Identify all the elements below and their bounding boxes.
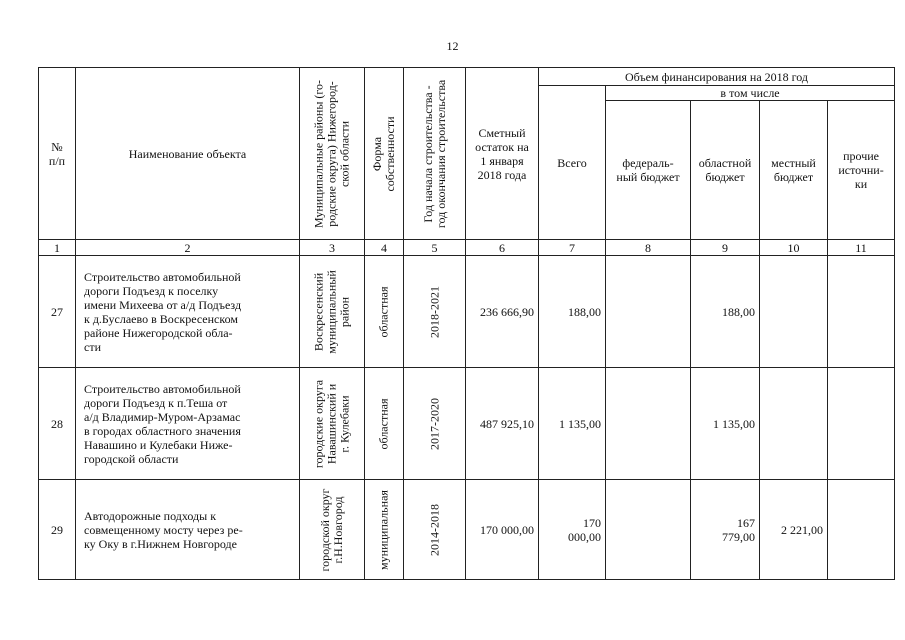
text-line: Форма: [370, 136, 384, 171]
regional-budget: [691, 480, 760, 580]
col-number: 2: [76, 240, 300, 256]
ownership-form: областная: [365, 256, 404, 368]
text-line: к д.Буслаево в Воскресенском: [84, 311, 238, 326]
text-line: ской области: [337, 120, 352, 187]
text-line: 000,00: [568, 529, 601, 544]
text-line: Автодорожные подходы к: [84, 508, 217, 523]
text-line: г. Кулебаки: [337, 394, 352, 453]
text-line: городские округа: [311, 379, 326, 468]
text-line: сти: [84, 339, 101, 354]
col-number: 9: [691, 240, 760, 256]
text-line: остаток на: [475, 139, 529, 154]
text-line: бюджет: [705, 170, 745, 184]
text-line: 1 135,00: [713, 416, 755, 431]
col-number: 1: [39, 240, 76, 256]
text-line: прочие: [843, 149, 879, 163]
text-line: №: [51, 139, 63, 154]
ownership-form: областная: [365, 368, 404, 480]
text-line: 1 135,00: [559, 416, 601, 431]
text-line: а/д Владимир-Муром-Арзамас: [84, 409, 241, 424]
text-line: имени Михеева от а/д Подъезд: [84, 297, 242, 312]
text-line: ный бюджет: [616, 170, 680, 184]
total-funding: [539, 256, 606, 368]
header-federal: [606, 101, 691, 240]
table-row: [39, 368, 895, 480]
text-line: дороги Подъезд к п.Теша от: [84, 395, 228, 410]
text-line: совмещенному мосту через ре-: [84, 522, 243, 537]
header-ownership: [365, 68, 404, 240]
text-line: 188,00: [722, 304, 755, 319]
text-line: муниципальный: [324, 269, 339, 354]
col-number: 10: [760, 240, 828, 256]
text-line: бюджет: [773, 170, 814, 184]
col-number: 6: [466, 240, 539, 256]
col-number: 7: [539, 240, 606, 256]
regional-budget: [691, 256, 760, 368]
district: [300, 480, 365, 580]
text-line: источни-: [838, 163, 884, 177]
col-number: 8: [606, 240, 691, 256]
text-line: Год начала строительства -: [420, 84, 435, 223]
financing-table: [38, 67, 895, 580]
col-number: 4: [365, 240, 404, 256]
local-budget: [760, 368, 828, 480]
text-line: ки: [854, 177, 868, 191]
text-line: районе Нижегородской обла-: [84, 325, 233, 340]
text-line: собственности: [383, 115, 397, 192]
row-number: 28: [39, 368, 76, 480]
text-line: год окончания строительства: [433, 79, 448, 228]
text-line: г.Н.Новгород: [331, 496, 345, 563]
text-line: Сметный: [478, 125, 526, 140]
col-number: 5: [404, 240, 466, 256]
text-line: местный: [771, 156, 816, 170]
text-line: Муниципальные районы (го-: [311, 79, 326, 228]
text-line: родские округа) Нижегород-: [324, 80, 339, 227]
page-number: 12: [446, 39, 459, 53]
header-local: [760, 101, 828, 240]
total-funding: [539, 368, 606, 480]
local-budget: 2 221,00: [760, 480, 828, 580]
other-sources: [828, 368, 895, 480]
row-number: 27: [39, 256, 76, 368]
text-line: 2018 года: [477, 167, 527, 182]
table-row: [39, 480, 895, 580]
text-line: район: [337, 296, 352, 327]
header-including: в том числе: [606, 86, 895, 101]
header-funding: Объем финансирования на 2018 год: [539, 68, 895, 86]
header-regional: [691, 101, 760, 240]
other-sources: [828, 256, 895, 368]
text-line: федераль-: [622, 156, 674, 170]
header-other: [828, 101, 895, 240]
col-number: 3: [300, 240, 365, 256]
federal-budget: [606, 256, 691, 368]
text-line: Строительство автомобильной: [84, 269, 241, 284]
federal-budget: [606, 480, 691, 580]
estimated-remainder: 236 666,90: [466, 256, 539, 368]
text-line: 779,00: [722, 529, 755, 544]
construction-years: 2017-2020: [404, 368, 466, 480]
header-years: [404, 68, 466, 240]
text-line: ку Оку в г.Нижнем Новгороде: [84, 536, 237, 551]
total-funding: [539, 480, 606, 580]
ownership-form: муниципальная: [365, 480, 404, 580]
district: [300, 368, 365, 480]
header-remainder: [466, 68, 539, 240]
text-line: городской области: [84, 451, 179, 466]
col-number: 11: [828, 240, 895, 256]
column-numbers-row: [39, 240, 895, 256]
object-name: [76, 256, 300, 368]
construction-years: 2014-2018: [404, 480, 466, 580]
text-line: 1 января: [480, 153, 524, 168]
text-line: Навашино и Кулебаки Ниже-: [84, 437, 233, 452]
text-line: Строительство автомобильной: [84, 381, 241, 396]
estimated-remainder: 487 925,10: [466, 368, 539, 480]
header-district: [300, 68, 365, 240]
object-name: [76, 480, 300, 580]
text-line: п/п: [48, 153, 66, 168]
header-number: [39, 68, 76, 240]
estimated-remainder: 170 000,00: [466, 480, 539, 580]
object-name: [76, 368, 300, 480]
text-line: городской округ: [318, 488, 332, 571]
text-line: Воскресенский: [311, 272, 326, 351]
header-object-name: Наименование объекта: [76, 68, 300, 240]
text-line: дороги Подъезд к поселку: [84, 283, 219, 298]
text-line: областной: [698, 156, 752, 170]
table-row: [39, 256, 895, 368]
federal-budget: [606, 368, 691, 480]
local-budget: [760, 256, 828, 368]
text-line: 170: [583, 515, 601, 530]
other-sources: [828, 480, 895, 580]
row-number: 29: [39, 480, 76, 580]
header-total: Всего: [539, 86, 606, 240]
construction-years: 2018-2021: [404, 256, 466, 368]
regional-budget: [691, 368, 760, 480]
text-line: 188,00: [568, 304, 601, 319]
text-line: Навашинский и: [324, 383, 339, 464]
text-line: 167: [737, 515, 755, 530]
district: [300, 256, 365, 368]
text-line: в городах областного значения: [84, 423, 241, 438]
